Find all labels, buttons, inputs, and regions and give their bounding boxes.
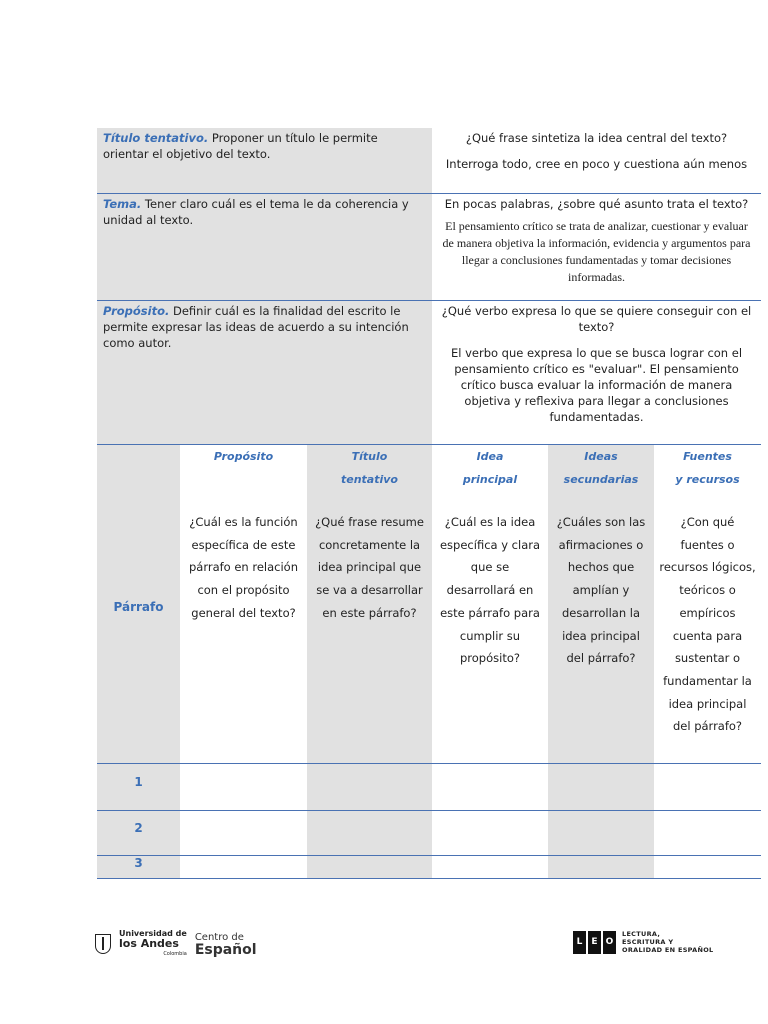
row-tema-answer: El pensamiento crítico se trata de analizar, cuestionar y evaluar de manera objetiva la información, evidencia y argumentos para llegar a conclusiones fundamentadas y tomar decisiones informadas.	[442, 219, 751, 284]
col-label-bg	[97, 445, 180, 878]
question-secundarias: ¿Cuáles son las afirmaciones o hechos que amplían y desarrollan la idea principal del párrafo?	[556, 515, 646, 666]
shield-icon	[95, 934, 111, 954]
uniandes-wordmark: Universidad de los Andes Colombia	[119, 929, 187, 957]
centro-espanol-wordmark: Centro de Español	[194, 931, 257, 958]
row-proposito-question: ¿Qué verbo expresa lo que se quiere conseguir con el texto?	[441, 304, 752, 334]
row-titulo-answer: Interroga todo, cree en poco y cuestiona aún menos	[445, 157, 748, 171]
question-proposito: ¿Cuál es la función específica de este párrafo en relación con el propósito general del texto?	[188, 515, 299, 620]
row-label-parrafo: Párrafo	[113, 600, 164, 614]
row-tema-question: En pocas palabras, ¿sobre qué asunto trata el texto?	[444, 197, 749, 211]
row-proposito	[97, 301, 761, 445]
row-tema	[97, 194, 761, 301]
row-titulo	[97, 128, 761, 194]
row-proposito-label: Propósito. Definir cuál es la finalidad del escrito le permite expresar las ideas de acuerdo a su intención como autor.	[97, 301, 432, 444]
table-divider	[97, 763, 761, 764]
header-proposito: Propósito	[213, 450, 274, 463]
table-divider	[97, 810, 761, 811]
header-secundarias: Ideas secundarias	[563, 450, 639, 486]
table-divider	[97, 878, 761, 879]
row-titulo-question: ¿Qué frase sintetiza la idea central del texto?	[465, 131, 728, 145]
header-titulo: Título tentativo	[341, 450, 398, 486]
header-fuentes: Fuentes y recursos	[675, 450, 740, 486]
question-fuentes: ¿Con qué fuentes o recursos lógicos, teóricos o empíricos cuenta para sustentar o fundamentar la idea principal del párrafo?	[659, 515, 756, 734]
row-titulo-answer-cell	[432, 128, 761, 193]
table-divider	[97, 855, 761, 856]
row-tema-label: Tema. Tener claro cuál es el tema le da coherencia y unidad al texto.	[97, 194, 432, 300]
question-idea: ¿Cuál es la idea específica y clara que se desarrollará en este párrafo para cumplir su propósito?	[439, 515, 541, 666]
paragraph-number: 1	[134, 775, 143, 789]
row-proposito-answer: El verbo que expresa lo que se busca lograr con el pensamiento crítico es "evaluar". El pensamiento crítico busca evaluar la información de manera objetiva y reflexiva para llegar a conclusiones fundamentadas.	[450, 346, 743, 424]
col-titulo-bg	[307, 445, 432, 878]
leo-logo	[573, 930, 713, 954]
uniandes-logo	[95, 930, 257, 958]
row-titulo-label: Título tentativo. Proponer un título le permite orientar el objetivo del texto.	[97, 128, 432, 193]
leo-mark: L E O	[573, 931, 616, 954]
header-idea: Idea principal	[462, 450, 518, 486]
row-proposito-answer-cell	[432, 301, 761, 444]
paragraph-number: 2	[134, 821, 143, 835]
paragraph-number: 3	[134, 856, 143, 870]
question-titulo: ¿Qué frase resume concretamente la idea principal que se va a desarrollar en este párrafo?	[315, 515, 424, 620]
leo-wordmark: LECTURA, ESCRITURA Y ORALIDAD EN ESPAÑOL	[622, 930, 714, 954]
col-proposito-bg	[180, 445, 307, 878]
row-tema-answer-cell	[432, 194, 761, 300]
